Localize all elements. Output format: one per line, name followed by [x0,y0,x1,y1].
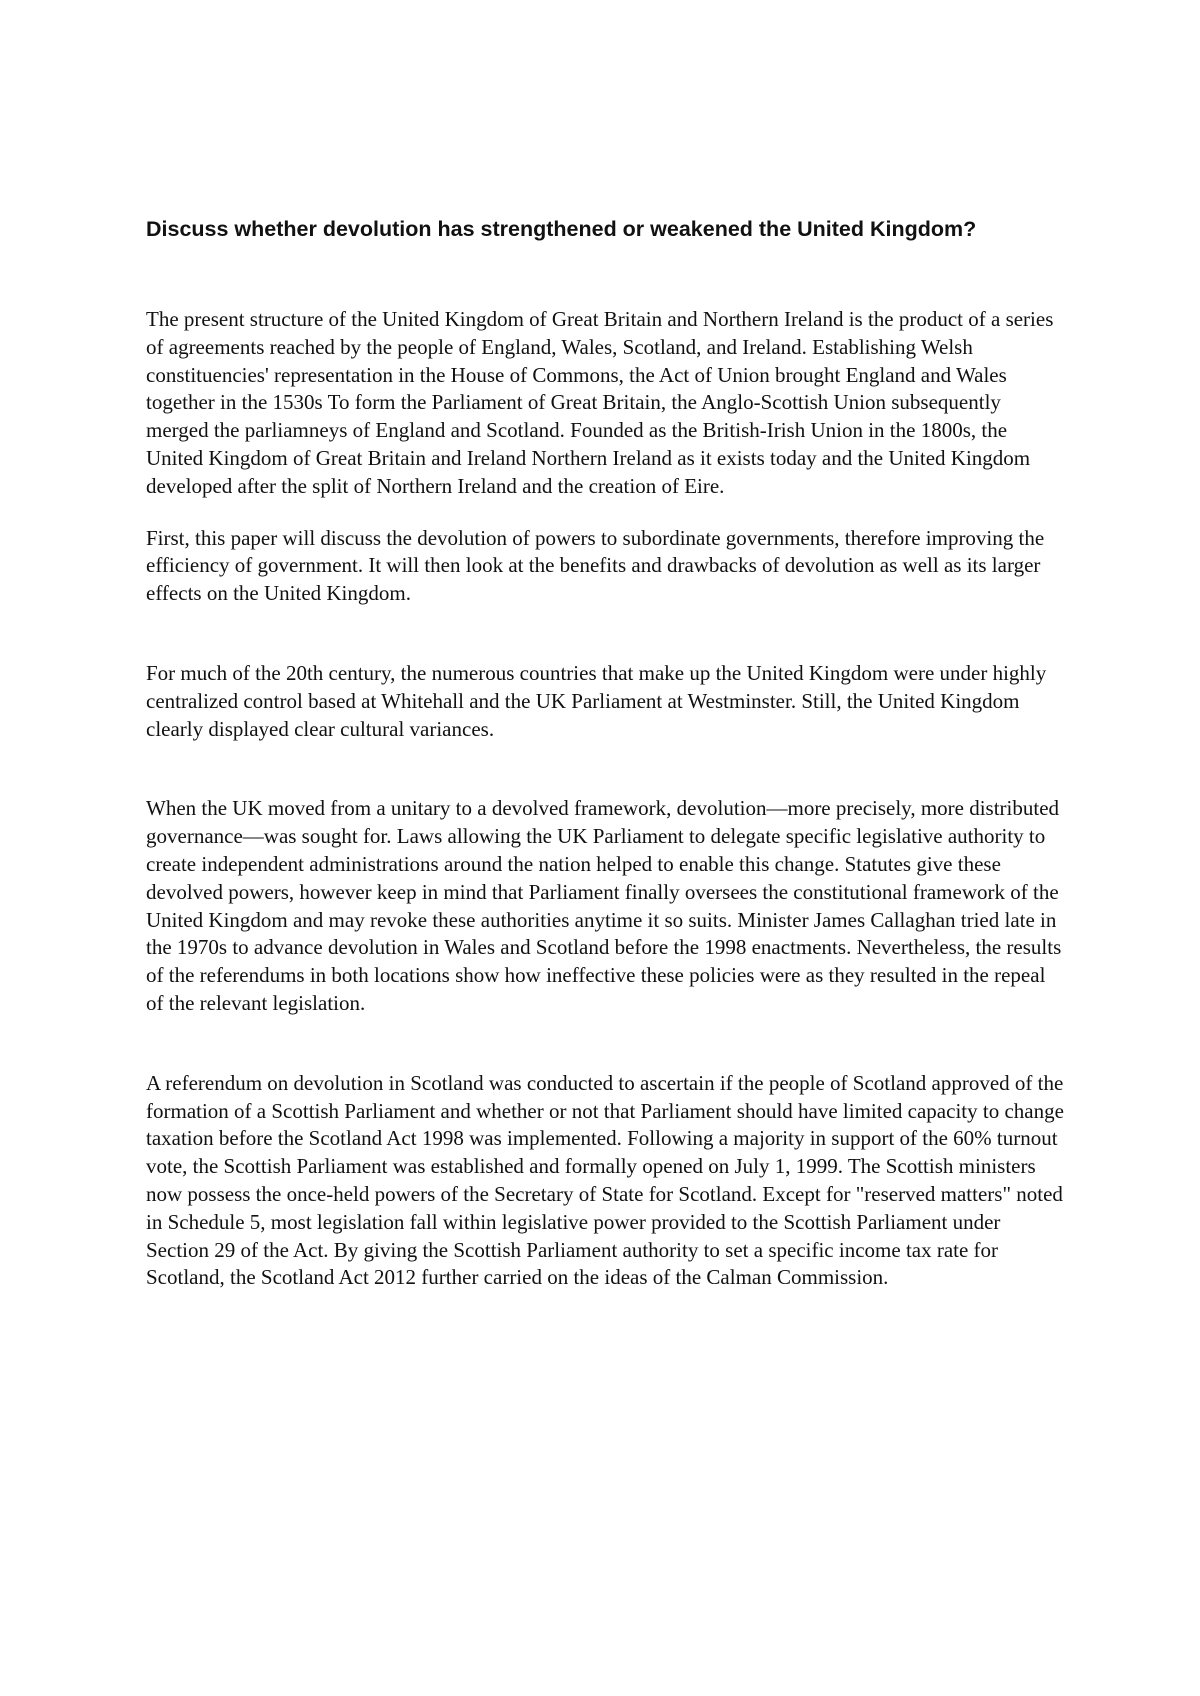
paragraph-scotland-referendum: A referendum on devolution in Scotland was conducted to ascertain if the people of Scotland approved of the formation of a Scottish Parliament and whether or not that Parliament should have limited capacity to change taxation before the Scotland Act 1998 was implemented. Following a majority in support of the 60% turnout vote, the Scottish Parliament was established and formally opened on July 1, 1999. The Scottish ministers now possess the once-held powers of the Secretary of State for Scotland. Except for "reserved matters" noted in Schedule 5, most legislation fall within legislative power provided to the Scottish Parliament under Section 29 of the Act. By giving the Scottish Parliament authority to set a specific income tax rate for Scotland, the Scotland Act 2012 further carried on the ideas of the Calman Commission. [146,1070,1064,1290]
document-body [146,215,1066,1292]
essay-title: Discuss whether devolution has strengthened or weakened the United Kingdom? [146,217,977,241]
paragraph-history: The present structure of the United Kingdom of Great Britain and Northern Ireland is the product of a series of agreements reached by the people of England, Wales, Scotland, and Ireland. Establishing Welsh constituencies' representation in the House of Commons, the Act of Union brought England and Wales together in the 1530s To form the Parliament of Great Britain, the Anglo-Scottish Union subsequently merged the parliamneys of England and Scotland. Founded as the British-Irish Union in the 1800s, the United Kingdom of Great Britain and Ireland Northern Ireland as it exists today and the United Kingdom developed after the split of Northern Ireland and the creation of Eire. [146,307,1054,498]
paragraph-outline: First, this paper will discuss the devolution of powers to subordinate governments, therefore improving the efficiency of government. It will then look at the benefits and drawbacks of devolution as well as its larger effects on the United Kingdom. [146,525,1045,606]
paragraph-devolved-framework: When the UK moved from a unitary to a devolved framework, devolution—more precisely, more distributed governance—was sought for. Laws allowing the UK Parliament to delegate specific legislative authority to create independent administrations around the nation helped to enable this change. Statutes give these devolved powers, however keep in mind that Parliament finally oversees the constitutional framework of the United Kingdom and may revoke these authorities anytime it so suits. Minister James Callaghan tried late in the 1970s to advance devolution in Wales and Scotland before the 1998 enactments. Nevertheless, the results of the referendums in both locations show how ineffective these policies were as they resulted in the repeal of the relevant legislation. [146,796,1062,1015]
paragraph-centralization: For much of the 20th century, the numerous countries that make up the United Kingdom were under highly centralized control based at Whitehall and the UK Parliament at Westminster. Still, the United Kingdom clearly displayed clear cultural variances. [146,660,1047,741]
